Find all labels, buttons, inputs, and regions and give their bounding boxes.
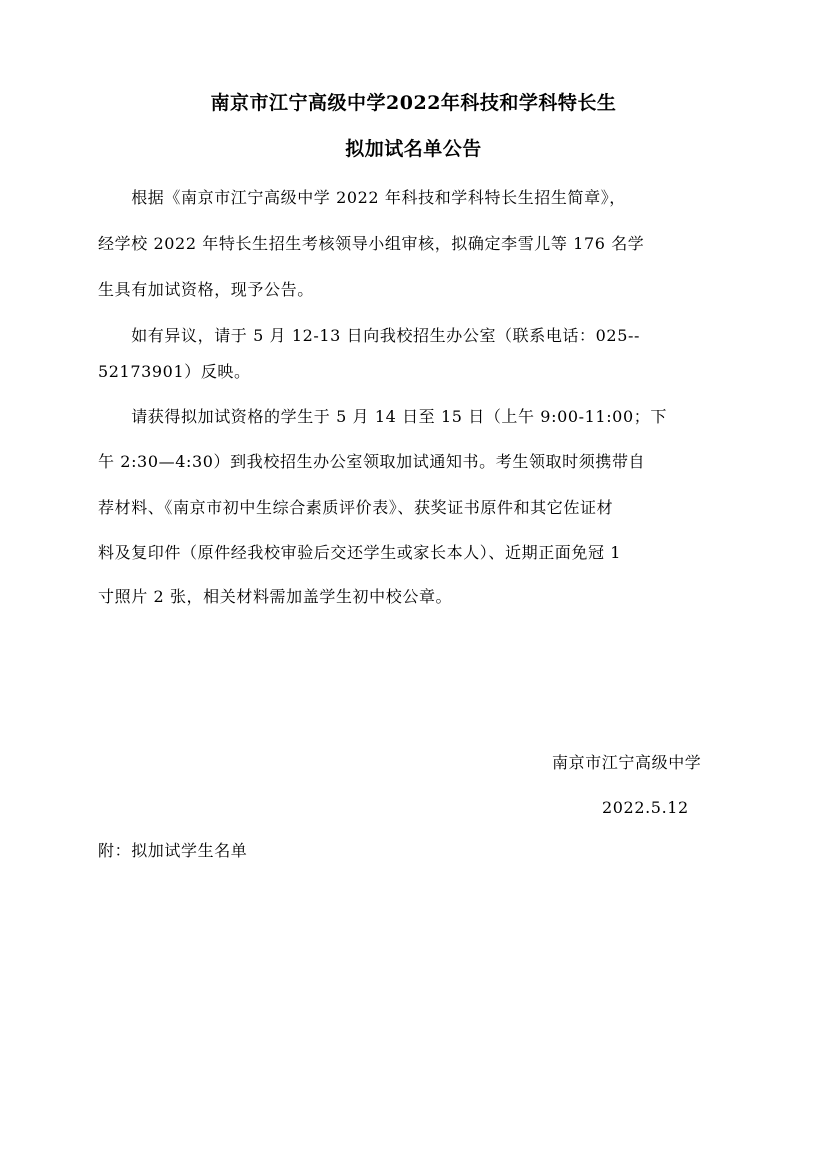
attachment-note: 附：拟加试学生名单 [98, 841, 248, 860]
body-line: 荐材料、《南京市初中生综合素质评价表》、获奖证书原件和其它佐证材 [98, 498, 614, 517]
body-line: 寸照片 2 张，相关材料需加盖学生初中校公章。 [98, 587, 453, 606]
body-line: 请获得拟加试资格的学生于 5 月 14 日至 15 日（上午 9:00-11:00；下 [98, 407, 667, 426]
document-title-line1: 南京市江宁高级中学2022年科技和学科特长生 [210, 92, 617, 114]
body-line: 午 2:30—4:30）到我校招生办公室领取加试通知书。考生领取时须携带自 [98, 452, 646, 471]
body-line: 如有异议，请于 5 月 12-13 日向我校招生办公室（联系电话：025-- [98, 326, 641, 345]
document-title-line2: 拟加试名单公告 [345, 138, 482, 160]
signature-org: 南京市江宁高级中学 [552, 753, 702, 772]
body-line: 52173901）反映。 [98, 362, 251, 381]
body-line: 生具有加试资格，现予公告。 [98, 280, 314, 299]
body-line: 经学校 2022 年特长生招生考核领导小组审核，拟确定李雪儿等 176 名学 [98, 234, 645, 253]
body-line: 根据《南京市江宁高级中学 2022 年科技和学科特长生招生简章》， [98, 188, 626, 207]
body-line: 料及复印件（原件经我校审验后交还学生或家长本人）、近期正面免冠 1 [98, 543, 622, 562]
signature-date: 2022.5.12 [602, 798, 689, 817]
